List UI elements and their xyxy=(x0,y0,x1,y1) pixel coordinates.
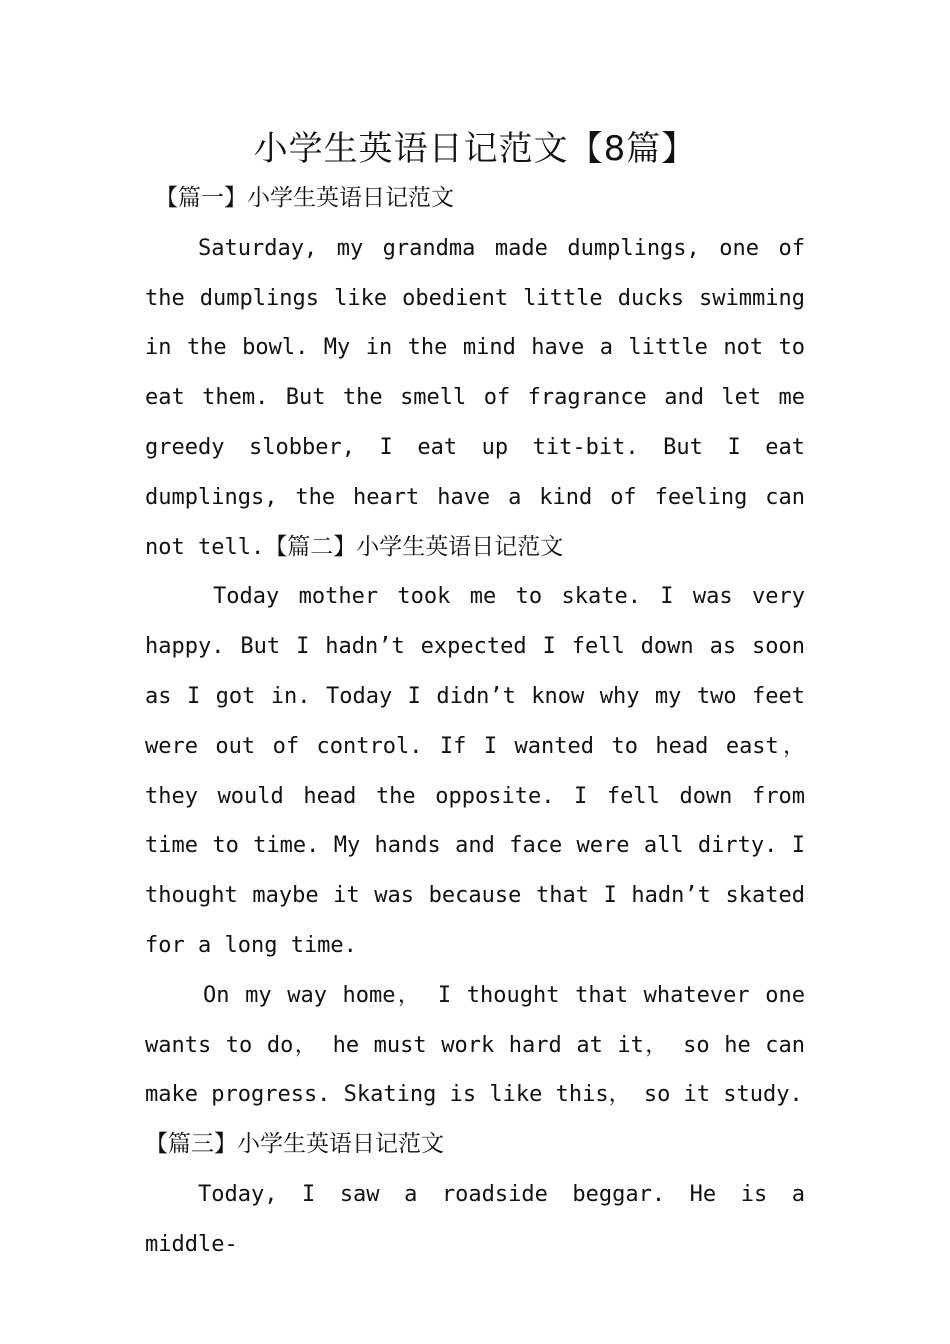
section-heading-1: 【篇一】小学生英语日记范文 xyxy=(155,185,454,211)
document-title: 小学生英语日记范文【8篇】 xyxy=(253,129,697,169)
section-2-paragraph-2: On my way home， I thought that whatever one wants to do， he must work hard at it， so he can make progress. Skating is like this， so it study. xyxy=(145,982,805,1108)
section-heading-2: 【篇二】小学生英语日记范文 xyxy=(264,533,564,560)
section-2-paragraph-1: Today mother took me to skate. I was very happy. But I hadn’t expected I fell down as soon as I got in. Today I didn’t know why my two feet were out of control. If I wanted to head east， they would head the opposite. I fell down from time to time. My hands and face were all dirty. I thought maybe it was because that I hadn’t skated for a long time. xyxy=(145,584,805,958)
section-heading-3: 【篇三】小学生英语日记范文 xyxy=(145,1131,444,1158)
paragraph-text: Saturday, my grandma made dumplings, one of the dumplings like obedient little ducks swimming in the bowl. My in the mind have a little not to eat them. But the smell of fragrance and let me greedy slobber, I eat up tit-bit. But I eat dumplings, the heart have a kind of feeling can not tell. xyxy=(145,235,805,560)
document-body xyxy=(145,174,805,1270)
section-3-paragraph-1: Today, I saw a roadside beggar. He is a middle- xyxy=(145,1181,805,1257)
section-1-paragraph-1 xyxy=(145,224,805,573)
